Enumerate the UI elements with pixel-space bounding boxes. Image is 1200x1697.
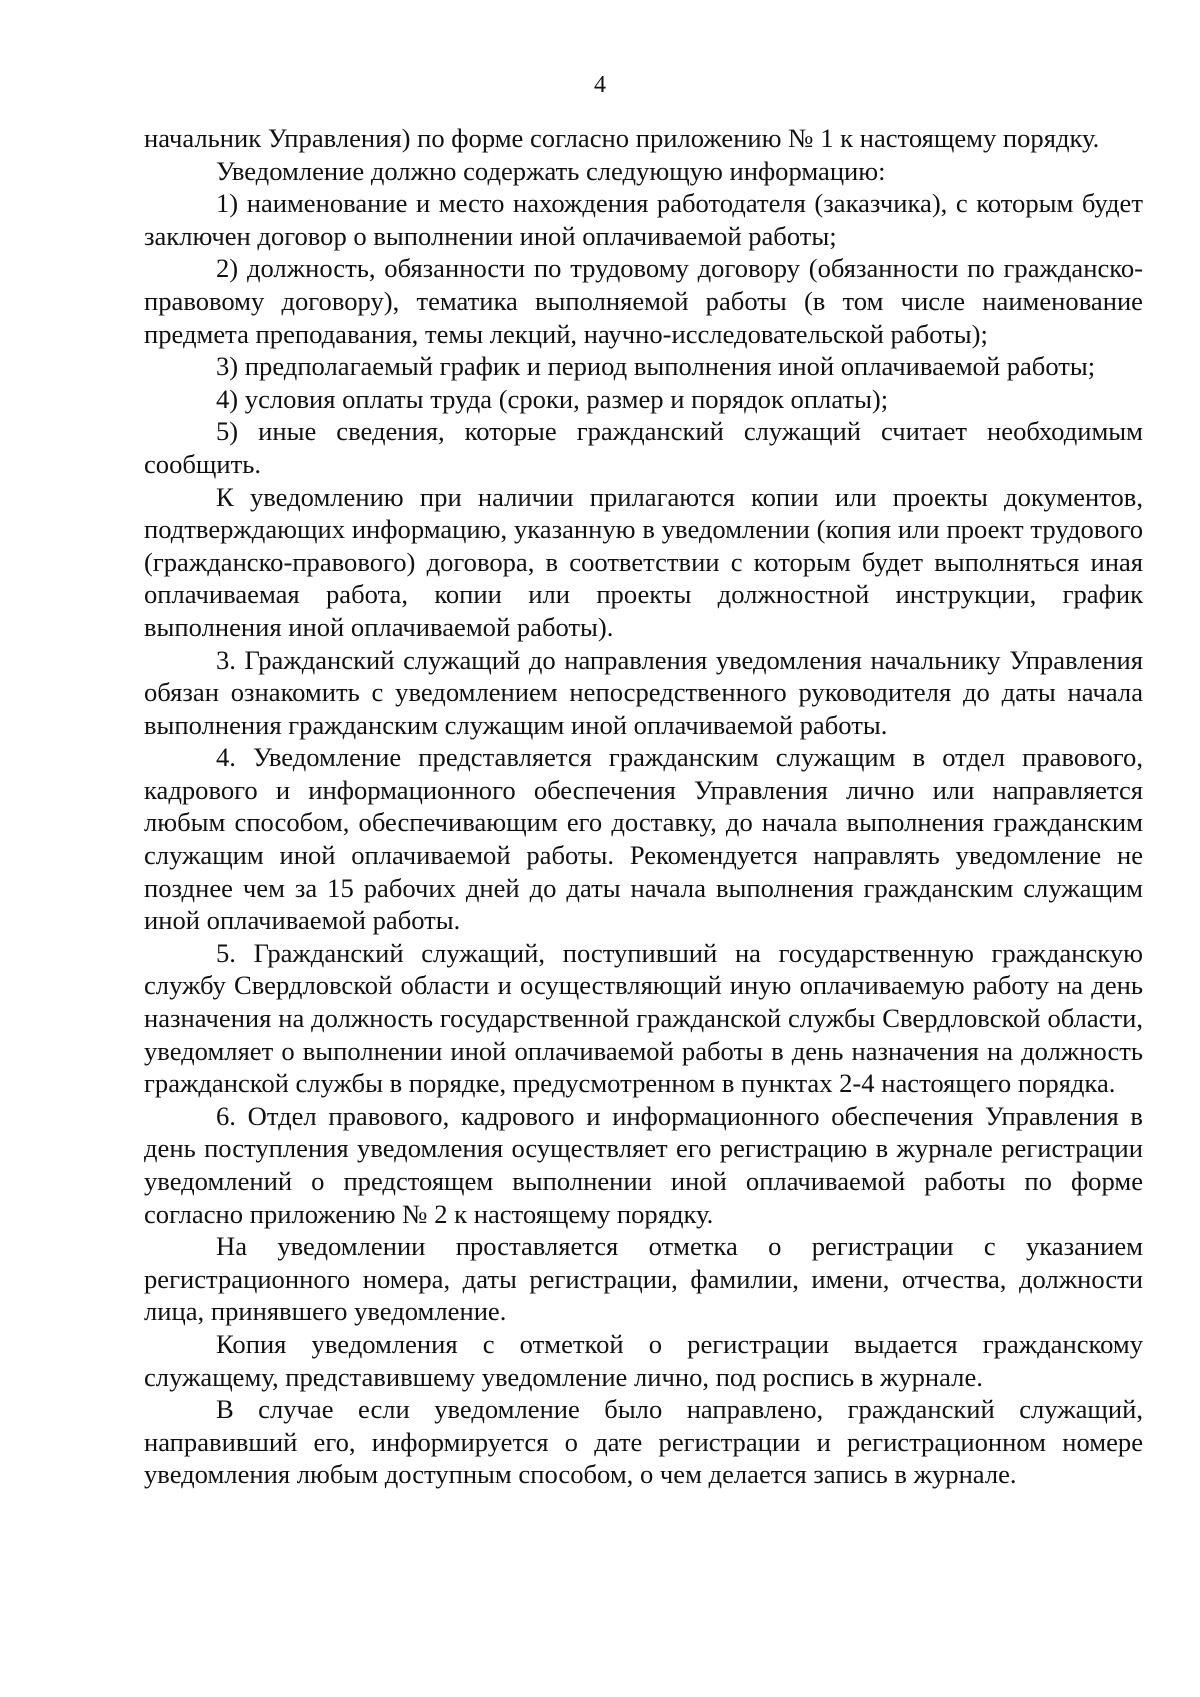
document-body — [144, 122, 1143, 1491]
paragraph-copy-issued: Копия уведомления с отметкой о регистрации выдается гражданскому служащему, представившему уведомление лично, под роспись в журнале. — [144, 1328, 1143, 1392]
list-item-1: 1) наименование и место нахождения работодателя (заказчика), с которым будет заключен договор о выполнении иной оплачиваемой работы; — [144, 188, 1143, 251]
clause-5: 5. Гражданский служащий, поступивший на государственную гражданскую службу Свердловской области и осуществляющий иную оплачиваемую работу на день назначения на должность государственной гражданской службы Свердловской области, уведомляет о выполнении иной оплачиваемой работы в день назначения на должность гражданской службы в порядке, предусмотренном в пунктах 2-4 настоящего порядка. — [144, 937, 1143, 1099]
paragraph-notification-content-intro: Уведомление должно содержать следующую информацию: — [216, 155, 886, 186]
list-item-3: 3) предполагаемый график и период выполнения иной оплачиваемой работы; — [216, 351, 1096, 382]
list-item-5: 5) иные сведения, которые гражданский служащий считает необходимым сообщить. — [144, 416, 1143, 479]
list-item-4: 4) условия оплаты труда (сроки, размер и порядок оплаты); — [216, 383, 889, 414]
list-item-2: 2) должность, обязанности по трудовому договору (обязанности по гражданско-правовому договору), тематика выполняемой работы (в том числе наименование предмета преподавания, темы лекций, научно-исследовательской работы); — [144, 253, 1143, 349]
paragraph-continuation: начальник Управления) по форме согласно приложению № 1 к настоящему порядку. — [144, 123, 1100, 153]
paragraph-sent-notification: В случае если уведомление было направлено, гражданский служащий, направивший его, информируется о дате регистрации и регистрационном номере уведомления любым доступным способом, о чем делается запись в журнале. — [144, 1394, 1143, 1490]
clause-4: 4. Уведомление представляется гражданским служащим в отдел правового, кадрового и информационного обеспечения Управления лично или направляется любым способом, обеспечивающим его доставку, до начала выполнения гражданским служащим иной оплачиваемой работы. Рекомендуется направлять уведомление не позднее чем за 15 рабочих дней до даты начала выполнения гражданским служащим иной оплачиваемой работы. — [144, 742, 1143, 936]
page-number: 4 — [594, 72, 606, 98]
paragraph-registration-mark: На уведомлении проставляется отметка о регистрации с указанием регистрационного номера, даты регистрации, фамилии, имени, отчества, должности лица, принявшего уведомление. — [144, 1231, 1143, 1327]
paragraph-attachments: К уведомлению при наличии прилагаются копии или проекты документов, подтверждающих информацию, указанную в уведомлении (копия или проект трудового (гражданско-правового) договора, в соответствии с которым будет выполняться иная оплачиваемая работа, копии или проекты должностной инструкции, график выполнения иной оплачиваемой работы). — [144, 481, 1143, 642]
clause-3: 3. Гражданский служащий до направления уведомления начальнику Управления обязан ознакомить с уведомлением непосредственного руководителя до даты начала выполнения гражданским служащим иной оплачиваемой работы. — [144, 644, 1143, 740]
clause-6: 6. Отдел правового, кадрового и информационного обеспечения Управления в день поступления уведомления осуществляет его регистрацию в журнале регистрации уведомлений о предстоящем выполнении иной оплачиваемой работы по форме согласно приложению № 2 к настоящему порядку. — [144, 1100, 1143, 1229]
